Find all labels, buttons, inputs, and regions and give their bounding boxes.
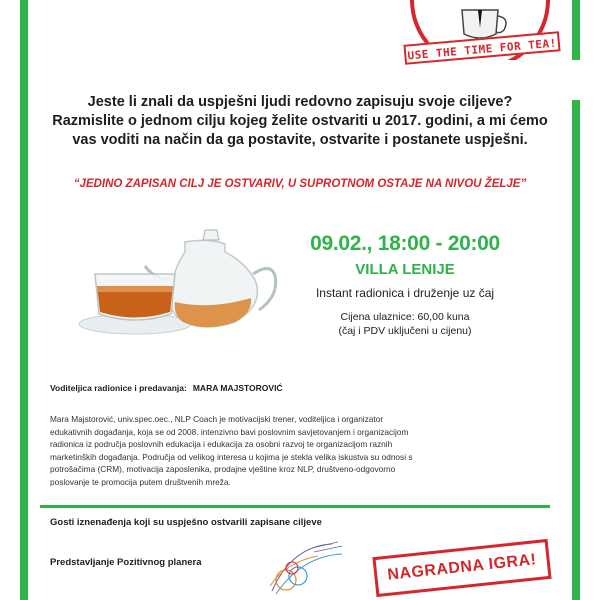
- surprise-guests: Gosti iznenađenja koji su uspješno ostvarili zapisane ciljeve: [50, 517, 322, 528]
- left-green-border: [20, 0, 28, 600]
- leader-name: MARA MAJSTOROVIĆ: [192, 383, 283, 393]
- intro-line: Jeste li znali da uspješni ljudi redovno zapisuju svoje ciljeve?: [87, 94, 513, 110]
- leader-bio: [50, 413, 490, 489]
- bio-line: edukativnih događanja, koja se od 2008. intenzivno bavi poslovnim savjetovanjem i organizacijom: [50, 426, 409, 437]
- right-green-border-top: [572, 0, 580, 60]
- event-price: [290, 310, 520, 338]
- bio-line: marketinških događanja. Područja od velikog interesa u kojima je stekla velika iskustva su odnosi s: [50, 451, 413, 462]
- event-info: [290, 232, 520, 338]
- event-description: Instant radionica i druženje uz čaj: [315, 286, 495, 300]
- prize-game-stamp: NAGRADNA IGRA!: [372, 539, 551, 597]
- bio-line: Mara Majstorović, univ.spec.oec., NLP Coach je motivacijski trener, voditeljica i organizator: [50, 414, 384, 424]
- tea-slogan: USE THE TIME FOR TEA!: [403, 31, 560, 65]
- leader-label: Voditeljica radionice i predavanja:: [50, 383, 187, 393]
- intro-line: vas voditi na način da ga postavite, ostvarite i postanete uspješni.: [72, 132, 528, 148]
- event-datetime: 09.02., 18:00 - 20:00: [310, 232, 500, 255]
- intro-text: [40, 93, 560, 150]
- intro-line: Razmislite o jednom cilju kojeg želite ostvariti u 2017. godini, a mi ćemo: [52, 113, 548, 129]
- bio-line: radionica iz područja poslovnih edukacija i edukacija za osobni razvoj te organizacijom raznih: [50, 439, 393, 450]
- green-divider: [40, 505, 550, 508]
- teapot-and-cup-image: [75, 222, 280, 340]
- bio-line: potrošačima (CRM), motivacija zaposlenika, prodajne vještine kroz NLP, društveno-odgovorno: [50, 464, 396, 475]
- planner-logo-icon: [262, 536, 352, 598]
- planner-presentation: Predstavljanje Pozitivnog planera: [50, 557, 202, 568]
- bio-line: poslovanje te promocija putem društvenih mreža.: [50, 476, 231, 487]
- right-green-border: [572, 100, 580, 600]
- tea-logo: [400, 0, 560, 80]
- price-line: Cijena ulaznice: 60,00 kuna: [340, 311, 470, 323]
- event-venue: VILLA LENIJE: [355, 261, 455, 278]
- price-line: (čaj i PDV uključeni u cijenu): [338, 325, 472, 337]
- quote: “JEDINO ZAPISAN CILJ JE OSTVARIV, U SUPROTNOM OSTAJE NA NIVOU ŽELJE”: [73, 178, 527, 190]
- leader: [50, 383, 283, 393]
